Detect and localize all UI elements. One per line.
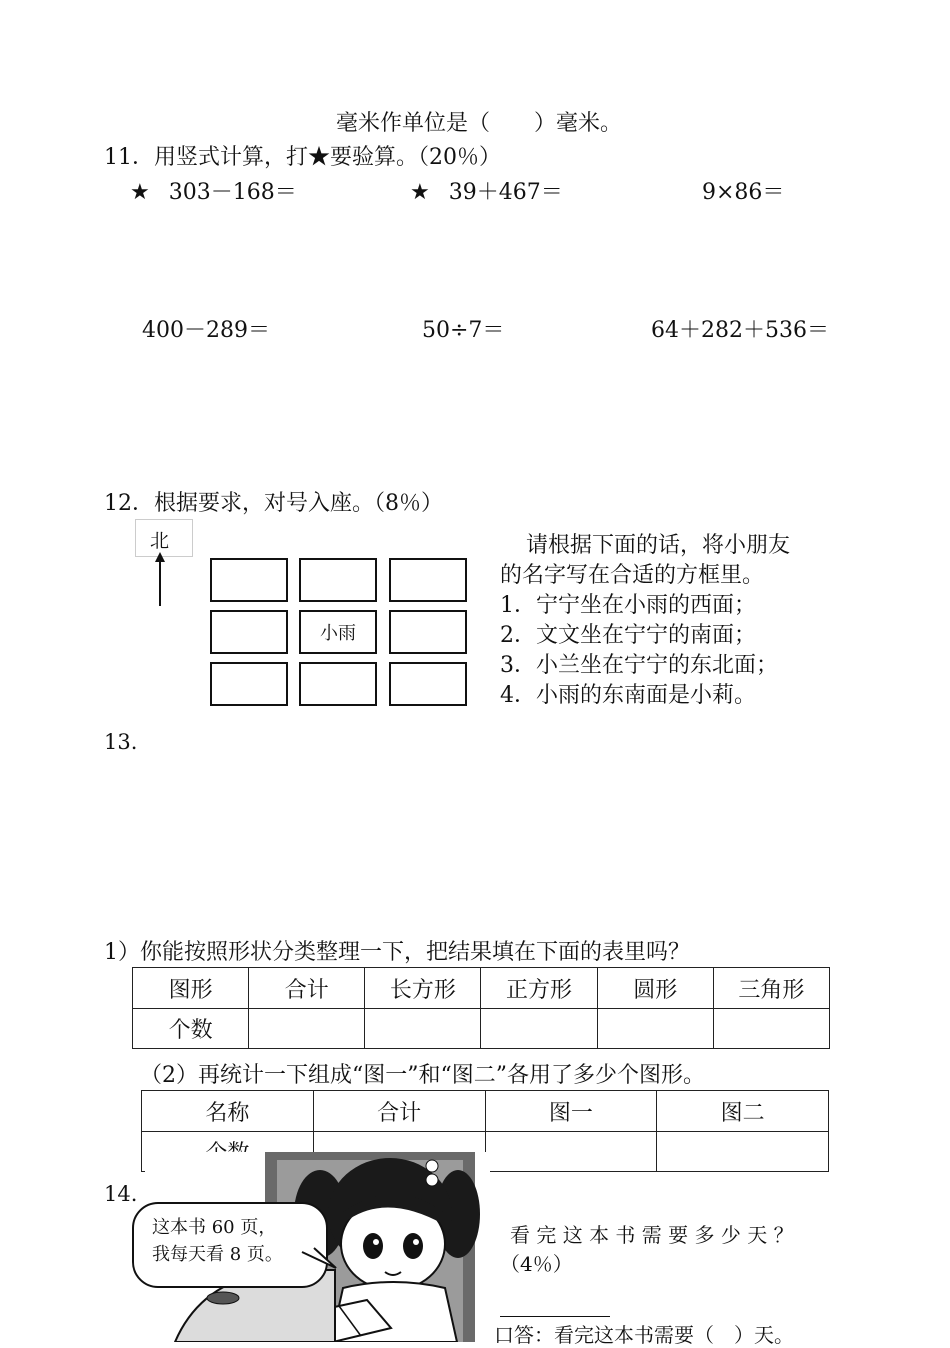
q11-problem-2-text: 39＋467＝ [448, 180, 563, 205]
q14-percent: （4％） [500, 1252, 573, 1276]
bubble-tail-icon [300, 1246, 340, 1276]
q12-intro-2: 的名字写在合适的方框里。 [500, 563, 765, 588]
q12-clue-3: 3．小兰坐在宁宁的东北面； [500, 653, 778, 678]
table1-header-triangle: 三角形 [713, 968, 829, 1009]
table2-header-figure2: 图二 [657, 1091, 829, 1132]
q11-problem-1-text: 303－168＝ [168, 180, 297, 205]
q12-clue-4: 4．小雨的东南面是小莉。 [500, 683, 756, 708]
table1-header-shape: 图形 [133, 968, 249, 1009]
table2-header-name: 名称 [142, 1091, 314, 1132]
table1-cell-square[interactable] [481, 1009, 597, 1049]
seat-box-e[interactable] [389, 610, 467, 654]
center-name: 小雨 [320, 623, 356, 644]
table1-cell-circle[interactable] [597, 1009, 713, 1049]
q12-title: 12．根据要求，对号入座。（8％） [104, 491, 443, 516]
table1-cell-total[interactable] [249, 1009, 365, 1049]
q11-problem-1 [130, 175, 297, 206]
q13-number: 13. [104, 730, 138, 754]
seat-box-s[interactable] [299, 662, 377, 706]
star-icon: ★ [410, 180, 430, 205]
seat-box-ne[interactable] [389, 558, 467, 602]
seat-box-center [299, 610, 377, 654]
table2-header-total: 合计 [313, 1091, 485, 1132]
shape-count-table [132, 967, 830, 1049]
q14-answer-line [500, 1316, 610, 1317]
bubble-line-1: 这本书 60 页， [152, 1217, 277, 1238]
seat-box-w[interactable] [210, 610, 288, 654]
continued-line: 毫米作单位是（ ）毫米。 [336, 111, 623, 136]
q11-problem-2 [410, 175, 563, 206]
north-label: 北 [150, 530, 170, 552]
q12-clue-2: 2．文文坐在宁宁的南面； [500, 623, 756, 648]
q13-part2-question: （2）再统计一下组成“图一”和“图二”各用了多少个图形。 [140, 1063, 705, 1088]
q11-problem-6: 64＋282＋536＝ [651, 318, 829, 343]
q11-problem-5: 50÷7＝ [422, 318, 505, 343]
seat-box-se[interactable] [389, 662, 467, 706]
table2-cell-figure2[interactable] [657, 1132, 829, 1172]
speech-bubble [132, 1202, 328, 1288]
q14-number: 14. [104, 1182, 138, 1206]
table1-header-total: 合计 [249, 968, 365, 1009]
q11-problem-3: 9×86＝ [702, 180, 785, 205]
q14-answer: 口答：看完这本书需要（ ）天。 [494, 1323, 794, 1347]
table1-cell-triangle[interactable] [713, 1009, 829, 1049]
q11-problem-4: 400－289＝ [142, 318, 270, 343]
table1-cell-rectangle[interactable] [365, 1009, 481, 1049]
q13-part1-question: 1）你能按照形状分类整理一下，把结果填在下面的表里吗？ [104, 940, 690, 965]
q12-intro-1: 请根据下面的话，将小朋友 [526, 533, 791, 558]
bubble-line-2: 我每天看 8 页。 [152, 1244, 283, 1265]
q14-question: 看 完 这 本 书 需 要 多 少 天 ？ [510, 1223, 794, 1247]
table2-cell-figure1[interactable] [485, 1132, 657, 1172]
table1-row-label: 个数 [133, 1009, 249, 1049]
north-arrow-icon [148, 552, 172, 608]
table1-header-rectangle: 长方形 [365, 968, 481, 1009]
table1-header-square: 正方形 [481, 968, 597, 1009]
q12-clue-1: 1．宁宁坐在小雨的西面； [500, 593, 756, 618]
q11-title: 11．用竖式计算，打★要验算。（20％） [104, 145, 501, 170]
seat-box-nw[interactable] [210, 558, 288, 602]
table2-header-figure1: 图一 [485, 1091, 657, 1132]
star-icon: ★ [130, 180, 150, 205]
table1-header-circle: 圆形 [597, 968, 713, 1009]
seat-box-n[interactable] [299, 558, 377, 602]
seat-box-sw[interactable] [210, 662, 288, 706]
